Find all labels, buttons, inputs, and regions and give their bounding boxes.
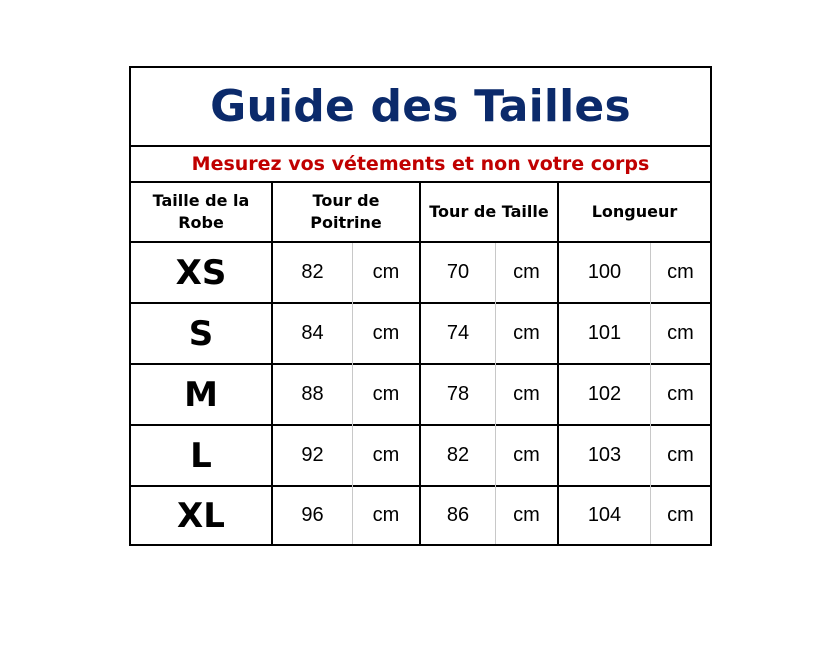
length-unit: cm bbox=[667, 504, 694, 526]
length-unit: cm bbox=[667, 444, 694, 466]
table-row bbox=[131, 426, 710, 485]
waist-unit: cm bbox=[513, 383, 540, 405]
length-value: 103 bbox=[587, 444, 622, 466]
chest-unit: cm bbox=[372, 444, 400, 466]
waist-value: 70 bbox=[446, 261, 470, 283]
length-value: 104 bbox=[587, 504, 622, 526]
header-chest-line1: Tour de bbox=[312, 191, 380, 210]
size-label: M bbox=[184, 374, 218, 415]
subtitle-row bbox=[131, 147, 710, 183]
waist-value: 86 bbox=[446, 504, 470, 526]
waist-unit: cm bbox=[513, 261, 540, 283]
chest-value: 92 bbox=[301, 444, 324, 466]
header-waist bbox=[421, 183, 557, 241]
header-length-label: Longueur bbox=[591, 202, 678, 221]
chest-unit: cm bbox=[372, 383, 400, 405]
header-size-line1: Taille de la bbox=[152, 191, 250, 210]
size-label: L bbox=[190, 435, 212, 476]
length-unit: cm bbox=[667, 261, 694, 283]
length-value: 102 bbox=[587, 383, 622, 405]
table-row bbox=[131, 243, 710, 302]
length-value: 101 bbox=[587, 322, 622, 344]
size-label: XL bbox=[177, 495, 225, 536]
waist-unit: cm bbox=[513, 444, 540, 466]
table-row bbox=[131, 487, 710, 544]
chest-value: 82 bbox=[301, 261, 324, 283]
page-title: Guide des Tailles bbox=[210, 81, 631, 132]
length-unit: cm bbox=[667, 383, 694, 405]
chest-unit: cm bbox=[372, 322, 400, 344]
length-value: 100 bbox=[587, 261, 622, 283]
measurement-note: Mesurez vos vétements et non votre corps bbox=[191, 153, 650, 175]
length-unit: cm bbox=[667, 322, 694, 344]
waist-unit: cm bbox=[513, 322, 540, 344]
header-size bbox=[131, 183, 271, 241]
table-row bbox=[131, 304, 710, 363]
waist-value: 78 bbox=[446, 383, 470, 405]
header-chest-line2: Poitrine bbox=[310, 213, 382, 232]
chest-unit: cm bbox=[372, 504, 400, 526]
waist-value: 82 bbox=[446, 444, 470, 466]
chest-value: 84 bbox=[301, 322, 324, 344]
size-label: S bbox=[188, 313, 214, 354]
size-guide-table bbox=[129, 66, 712, 546]
title-row bbox=[131, 68, 710, 147]
header-length bbox=[559, 183, 710, 241]
table-row bbox=[131, 365, 710, 424]
header-size-line2: Robe bbox=[178, 213, 224, 232]
header-waist-label: Tour de Taille bbox=[429, 202, 549, 221]
waist-value: 74 bbox=[446, 322, 470, 344]
chest-value: 88 bbox=[301, 383, 324, 405]
size-grid bbox=[131, 183, 710, 544]
waist-unit: cm bbox=[513, 504, 540, 526]
chest-unit: cm bbox=[372, 261, 400, 283]
chest-value: 96 bbox=[301, 504, 324, 526]
header-chest bbox=[273, 183, 419, 241]
size-label: XS bbox=[175, 252, 227, 293]
